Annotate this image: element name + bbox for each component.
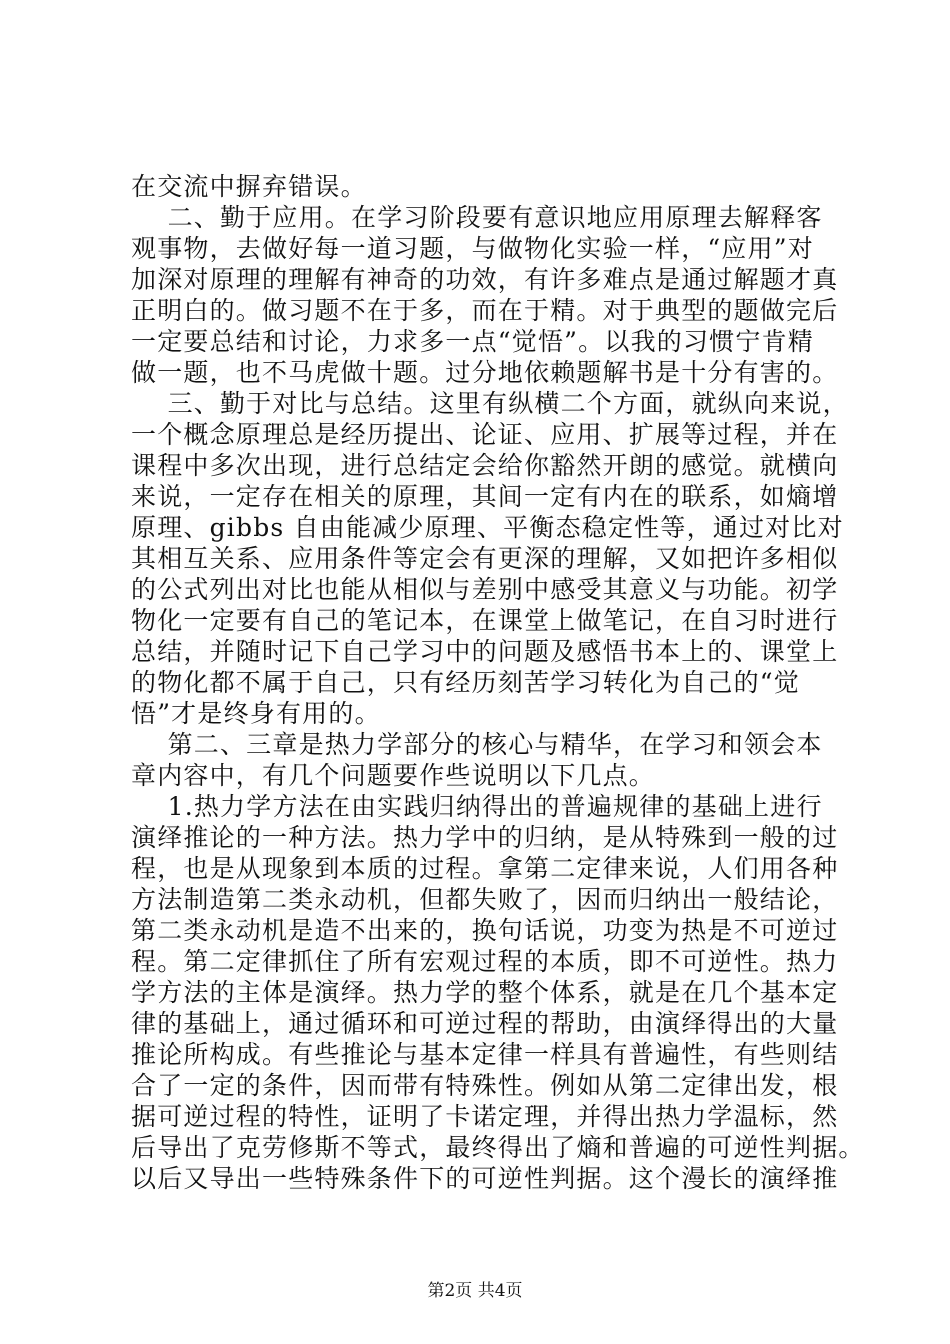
text-line: 以后又导出一些特殊条件下的可逆性判据。这个漫长的演绎推	[131, 1164, 839, 1193]
text-line: 方法制造第二类永动机，但都失败了，因而归纳出一般结论，	[131, 885, 839, 914]
text-line: 学方法的主体是演绎。热力学的整个体系，就是在几个基本定	[131, 978, 839, 1007]
text-line: 程，也是从现象到本质的过程。拿第二定律来说，人们用各种	[131, 854, 839, 883]
text-line: 章内容中，有几个问题要作些说明以下几点。	[131, 761, 656, 790]
text-line: 推论所构成。有些推论与基本定律一样具有普遍性，有些则结	[131, 1040, 839, 1069]
text-line: 的公式列出对比也能从相似与差别中感受其意义与功能。初学	[131, 575, 839, 604]
text-line: 在交流中摒弃错误。	[131, 172, 367, 201]
text-line: 律的基础上，通过循环和可逆过程的帮助，由演绎得出的大量	[131, 1009, 839, 1038]
text-line: 一定要总结和讨论，力求多一点“觉悟”。以我的习惯宁肯精	[131, 327, 814, 356]
text-line: 第二类永动机是造不出来的，换句话说，功变为热是不可逆过	[131, 916, 839, 945]
text-line: 其相互关系、应用条件等定会有更深的理解，又如把许多相似	[131, 544, 839, 573]
page-footer: 第2页 共4页	[427, 1281, 523, 1301]
text-line: 一个概念原理总是经历提出、论证、应用、扩展等过程，并在	[131, 420, 839, 449]
text-line: 合了一定的条件，因而带有特殊性。例如从第二定律出发，根	[131, 1071, 839, 1100]
text-line: 演绎推论的一种方法。热力学中的归纳，是从特殊到一般的过	[131, 823, 839, 852]
text-line: 1.热力学方法在由实践归纳得出的普遍规律的基础上进行	[131, 792, 823, 821]
text-line: 据可逆过程的特性，证明了卡诺定理，并得出热力学温标，然	[131, 1102, 839, 1131]
text-line: 做一题，也不马虎做十题。过分地依赖题解书是十分有害的。	[131, 358, 839, 387]
text-line: 来说，一定存在相关的原理，其间一定有内在的联系，如熵增	[131, 482, 839, 511]
text-line: 原理、gibbs 自由能减少原理、平衡态稳定性等，通过对比对	[131, 513, 844, 542]
text-line: 的物化都不属于自己，只有经历刻苦学习转化为自己的“觉	[131, 668, 800, 697]
text-line: 课程中多次出现，进行总结定会给你豁然开朗的感觉。就横向	[131, 451, 839, 480]
text-line: 观事物，去做好每一道习题，与做物化实验一样，“应用”对	[131, 234, 814, 263]
text-line: 悟”才是终身有用的。	[131, 699, 381, 728]
text-line: 正明白的。做习题不在于多，而在于精。对于典型的题做完后	[131, 296, 839, 325]
text-line: 三、勤于对比与总结。这里有纵横二个方面，就纵向来说，	[131, 389, 849, 418]
text-line: 程。第二定律抓住了所有宏观过程的本质，即不可逆性。热力	[131, 947, 839, 976]
text-line: 总结，并随时记下自己学习中的问题及感悟书本上的、课堂上	[131, 637, 839, 666]
text-line: 后导出了克劳修斯不等式，最终得出了熵和普遍的可逆性判据。	[131, 1133, 865, 1162]
text-line: 加深对原理的理解有神奇的功效，有许多难点是通过解题才真	[131, 265, 839, 294]
text-line: 第二、三章是热力学部分的核心与精华，在学习和领会本	[131, 730, 823, 759]
text-line: 二、勤于应用。在学习阶段要有意识地应用原理去解释客	[131, 203, 823, 232]
text-line: 物化一定要有自己的笔记本，在课堂上做笔记，在自习时进行	[131, 606, 839, 635]
